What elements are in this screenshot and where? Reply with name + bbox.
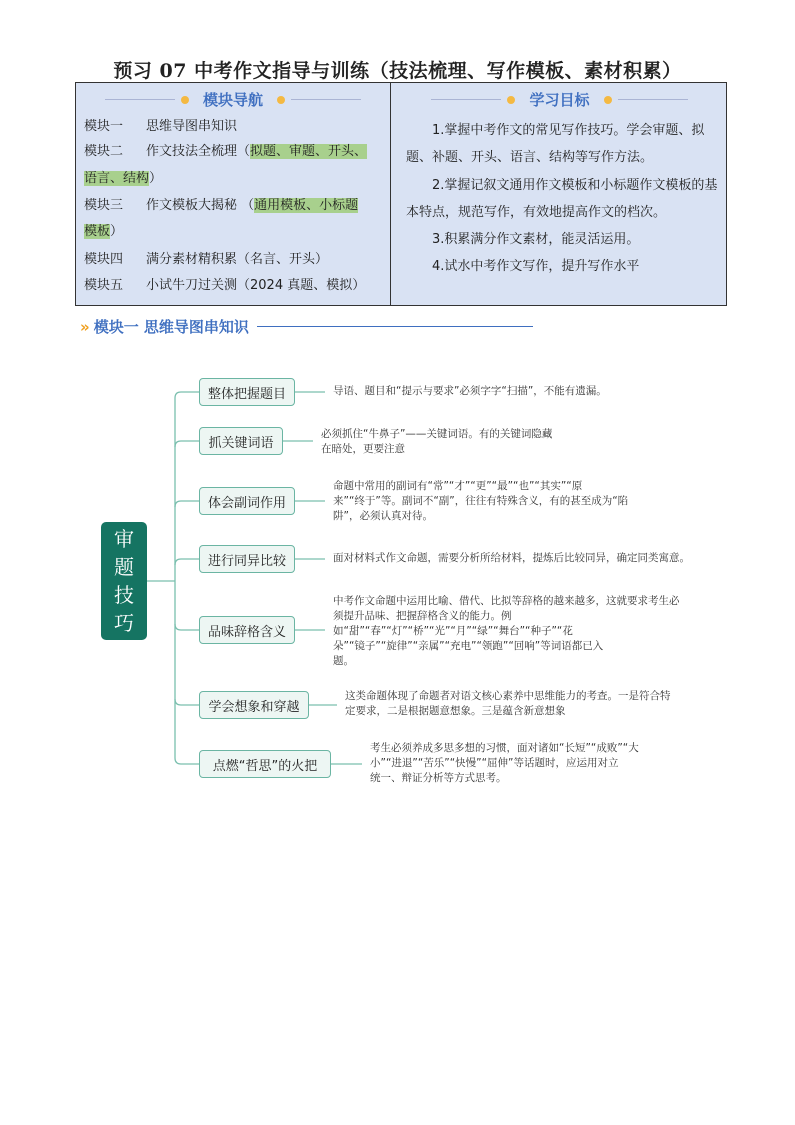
connector-line — [175, 559, 199, 565]
nav-item-text: 作文模板大揭秘 （ — [146, 198, 255, 213]
nav-item-key: 模块五 — [84, 278, 124, 293]
mindmap-node-desc: 中考作文命题中运用比喻、借代、比拟等辞格的越来越多，这就要求考生必 须提升品味、把握辞格含义的能力。例 如“甜”“春”“灯”“桥”“光”“月”“绿”“舞台”“种子”“花 朵”“镜子”“旋律”“亲属”“充电”“领跑”“回响”等词语都已入 题。 — [333, 595, 680, 667]
mindmap-node-desc: 这类命题体现了命题者对语文核心素养中思维能力的考查。一是符合特 定要求，二是根据题意想象。三是蕴含新意想象 — [345, 690, 671, 717]
nav-item-highlight: 语言、结构 — [84, 171, 150, 186]
nav-item-text: 满分素材精积累（名言、开头） — [146, 252, 329, 267]
connector-line — [175, 624, 199, 630]
double-chevron-icon: » — [80, 317, 90, 336]
nav-item-text: 思维导图串知识 — [146, 119, 238, 134]
nav-item-key: 模块一 — [84, 119, 124, 134]
mindmap-root — [101, 522, 147, 640]
nav-item-text: 作文技法全梳理（ — [146, 144, 251, 159]
mindmap-node-desc: 面对材料式作文命题，需要分析所给材料，提炼后比较同异，确定同类寓意。 — [333, 552, 690, 564]
root-char: 题 — [114, 555, 134, 579]
nav-item-tail: ） — [110, 224, 124, 239]
mindmap-node-desc: 命题中常用的副词有“常”“才”“更”“最”“也”“其实”“原 来”“终于”等。副词不“副”，往往有特殊含义，有的甚至成为“陷 阱”，必须认真对待。 — [333, 480, 629, 522]
mindmap-node: 学会想象和穿越 — [199, 691, 309, 719]
mindmap-node: 品味辞格含义 — [199, 616, 295, 644]
nav-item-key: 模块三 — [84, 198, 124, 213]
connector-line — [175, 501, 199, 507]
root-char: 技 — [114, 583, 134, 607]
section-heading: » 模块一 思维导图串知识 — [80, 316, 533, 337]
mindmap-node: 进行同异比较 — [199, 545, 295, 573]
goal-item: 4.试水中考作文写作，提升写作水平 — [432, 259, 640, 274]
mindmap-node: 抓关键词语 — [199, 427, 283, 455]
nav-item-tail: ） — [149, 171, 163, 186]
nav-item-key: 模块二 — [84, 144, 124, 159]
mindmap-node-desc: 导语、题目和“提示与要求”必须字字“扫描”，不能有遗漏。 — [333, 385, 607, 397]
mindmap-node: 体会副词作用 — [199, 487, 295, 515]
nav-heading: 模块导航 — [76, 89, 390, 110]
connector-line — [175, 441, 199, 447]
goal-item: 3.积累满分作文素材，能灵活运用。 — [432, 232, 640, 247]
nav-item-key: 模块四 — [84, 252, 124, 267]
mindmap-node: 点燃“哲思”的火把 — [199, 750, 331, 778]
connector-line — [175, 392, 199, 398]
page-title: 预习 07 中考作文指导与训练（技法梳理、写作模板、素材积累） — [113, 60, 682, 82]
root-char: 审 — [114, 527, 134, 551]
goal-item: 2.掌握记叙文通用作文模板和小标题作文模板的基本特点，规范写作，有效地提高作文的档次。 — [406, 178, 718, 220]
goal-heading: 学习目标 — [391, 89, 728, 110]
mindmap-node: 整体把握题目 — [199, 378, 295, 406]
mindmap-node-desc: 考生必须养成多思多想的习惯，面对诸如“长短”“成败”“大 小”“进退”“苦乐”“快慢”“屈伸”等话题时，应运用对立 统一、辩证分析等方式思考。 — [370, 742, 639, 784]
nav-item-text: 小试牛刀过关测（2024 真题、模拟） — [146, 278, 366, 293]
mindmap-node-desc: 必须抓住“牛鼻子”——关键词语。有的关键词隐藏 在暗处，更要注意 — [321, 428, 553, 455]
nav-item-highlight: 拟题、审题、开头、 — [250, 144, 368, 159]
nav-item-highlight: 通用模板、小标题 — [254, 198, 359, 213]
connector-line — [175, 758, 199, 764]
nav-item-highlight: 模板 — [84, 224, 111, 239]
goal-item: 1.掌握中考作文的常见写作技巧。学会审题、拟题、补题、开头、语言、结构等写作方法。 — [406, 123, 705, 165]
root-char: 巧 — [114, 611, 134, 635]
connector-line — [175, 699, 199, 705]
